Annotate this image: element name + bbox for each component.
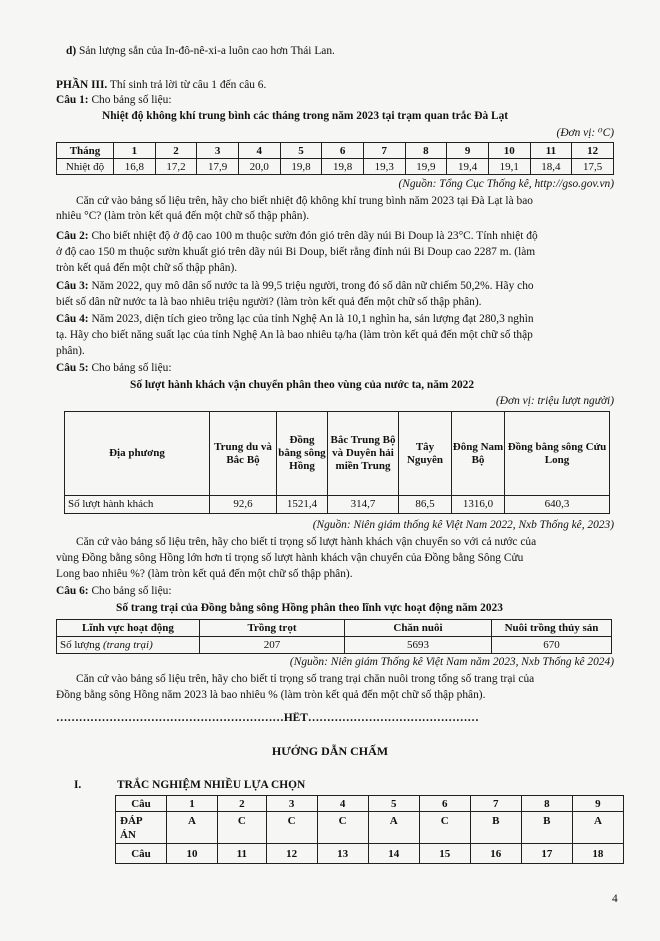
table-cell: 19,8 [280,159,322,175]
table-cell: 2 [155,143,197,159]
table-cell: 19,1 [488,159,530,175]
table-cell: 13 [317,844,368,864]
q5-unit: (Đơn vị: triệu lượt người) [496,395,614,407]
table-cell: 17 [521,844,572,864]
table-cell: 15 [419,844,470,864]
answer-cell: A [572,812,623,844]
q5-label: Câu 5: [56,362,89,374]
table-cell: 314,7 [328,496,399,514]
table-cell: 670 [492,637,612,654]
table-header-cell: Địa phương [65,412,210,496]
q3-label: Câu 3: [56,280,89,292]
answer-label-line: ĐÁP [120,814,143,827]
q5-intro [56,362,172,376]
table-cell: 19,8 [322,159,364,175]
page-number: 4 [612,893,618,905]
part3-text: Thí sinh trả lời từ câu 1 đến câu 6. [107,79,267,91]
table-cell [116,812,167,844]
q4-line: phân). [56,345,85,357]
table-row [57,143,614,159]
table-row [65,412,610,496]
table-cell: 12 [572,143,614,159]
table-cell: 14 [368,844,419,864]
table-row [116,812,624,844]
q5-para-line: Căn cứ vào bảng số liệu trên, hãy cho biết tỉ trọng số lượt hành khách vận chuyển so với cả nước của [76,536,537,548]
answer-d-line: d) Sản lượng sắn của In-đô-nê-xi-a luôn cao hơn Thái Lan. [66,45,335,57]
q6-intro [56,585,172,599]
table-cell: Nhiệt độ [57,159,114,175]
table-cell: 12 [266,844,317,864]
table-cell: 9 [572,796,623,812]
table-cell: 8 [405,143,447,159]
table-header-cell: Đồng bằng sông Hồng [277,412,328,496]
q4-text: Năm 2023, diện tích gieo trồng lạc của tỉnh Nghệ An là 10,1 nghìn ha, sản lượng đạt 280,3 nghìn [88,313,534,325]
table-cell: 5 [280,143,322,159]
q5-para-line: vùng Đồng bằng sông Hồng lớn hơn tỉ trọng số lượt hành khách vận chuyển của Đồng bằng Sông Cửu [56,552,524,564]
table-row [65,496,610,514]
q2-line: ở độ cao 150 m thuộc sườn khuất gió trên dãy núi Bi Doup, biết rằng đỉnh núi Bi Doup cao 2287 m. (làm [56,246,536,258]
q6-para-line: Đồng bằng sông Hồng năm 2023 là bao nhiêu % (làm tròn kết quả đến một chữ số thập phân). [56,689,486,701]
table-header-cell: Tây Nguyên [399,412,452,496]
table-row [116,844,624,864]
table-cell: 19,9 [405,159,447,175]
table-cell: 6 [419,796,470,812]
q3-line [56,280,534,294]
table-header-cell: Bắc Trung Bộ và Duyên hải miền Trung [328,412,399,496]
table-cell: Câu [116,796,167,812]
end-line: ……………………………………………………HẾT……………………………………… [56,712,479,724]
q1-intro-text: Cho bảng số liệu: [88,94,172,106]
part3-heading [56,79,266,93]
q4-label: Câu 4: [56,313,89,325]
table-header-cell: Nuôi trồng thủy sản [492,620,612,637]
q3-text: Năm 2022, quy mô dân số nước ta là 99,5 triệu người, trong đó số dân nữ chiếm 50,2%. Hãy cho [88,280,534,292]
q2-line: tròn kết quả đến một chữ số thập phân). [56,262,238,274]
table-cell: 17,9 [197,159,239,175]
table-cell: 86,5 [399,496,452,514]
table-cell: 3 [197,143,239,159]
q2-label: Câu 2: [56,230,89,242]
table-cell: 17,2 [155,159,197,175]
table-row [57,159,614,175]
q1-label: Câu 1: [56,94,89,106]
table-cell: 11 [530,143,572,159]
table-cell: 9 [447,143,489,159]
answer-cell: C [317,812,368,844]
table-cell: Số lượt hành khách [65,496,210,514]
table-header-cell: Trung du và Bắc Bộ [210,412,277,496]
q1-para-line: nhiêu °C? (làm tròn kết quả đến một chữ số thập phân). [56,210,310,222]
table-cell: 5693 [345,637,492,654]
table-cell: 4 [317,796,368,812]
answer-cell: C [266,812,317,844]
table-row [57,637,612,654]
table-row [57,620,612,637]
q6-farm-table [56,619,612,654]
table-cell: 92,6 [210,496,277,514]
q1-intro [56,94,172,108]
table-cell: 19,3 [363,159,405,175]
q5-para-line: Long bao nhiêu %? (làm tròn kết quả đến một chữ số thập phân). [56,568,353,580]
q5-source: (Nguồn: Niên giám thống kê Việt Nam 2022, Nxb Thống kê, 2023) [312,519,614,531]
answer-cell: A [368,812,419,844]
q5-table-title: Số lượt hành khách vận chuyển phân theo vùng của nước ta, năm 2022 [130,379,475,391]
table-cell: 3 [266,796,317,812]
table-header-cell: Đông Nam Bộ [452,412,505,496]
table-cell: 640,3 [505,496,610,514]
part3-label: PHẦN III. [56,79,108,91]
table-cell: 2 [218,796,267,812]
table-cell: 17,5 [572,159,614,175]
table-cell: 1 [167,796,218,812]
table-cell: 19,4 [447,159,489,175]
q1-source: (Nguồn: Tổng Cục Thống kê, http://gso.gov.vn) [398,178,614,190]
table-header-cell: Trồng trọt [200,620,345,637]
q6-para-line: Căn cứ vào bảng số liệu trên, hãy cho biết tỉ trọng số trang trại chăn nuôi trong tổng số trang trại của [76,673,535,685]
table-cell: Câu [116,844,167,864]
table-header-cell: Đồng bằng sông Cửu Long [505,412,610,496]
row-label-unit: (trang trại) [102,639,153,651]
table-cell: 10 [488,143,530,159]
table-cell: 16,8 [114,159,156,175]
table-cell: Tháng [57,143,114,159]
table-cell: 1521,4 [277,496,328,514]
q1-temperature-table [56,142,614,175]
section1-title: TRẮC NGHIỆM NHIỀU LỰA CHỌN [117,779,306,791]
q6-label: Câu 6: [56,585,89,597]
table-cell: 10 [167,844,218,864]
q5-intro-text: Cho bảng số liệu: [88,362,172,374]
table-cell: 20,0 [238,159,280,175]
table-cell [57,637,200,654]
q5-passenger-table [64,411,610,514]
table-cell: 18 [572,844,623,864]
answer-cell: B [470,812,521,844]
table-cell: 18,4 [530,159,572,175]
table-cell: 207 [200,637,345,654]
table-cell: 6 [322,143,364,159]
table-cell: 11 [218,844,267,864]
q6-table-title: Số trang trại của Đồng bằng sông Hồng phân theo lĩnh vực hoạt động năm 2023 [116,602,503,614]
answer-d-text: Sản lượng sắn của In-đô-nê-xi-a luôn cao hơn Thái Lan. [79,45,335,57]
q2-text: Cho biết nhiệt độ ở độ cao 100 m thuộc sườn đón gió trên dãy núi Bi Doup là 23°C. Tính nhiệt độ [88,230,538,242]
table-cell: 16 [470,844,521,864]
q6-source: (Nguồn: Niên giám Thống kê Việt Nam năm 2023, Nxb Thống kê 2024) [289,656,614,668]
answer-cell: A [167,812,218,844]
table-cell: 7 [363,143,405,159]
table-cell: 4 [238,143,280,159]
q4-line [56,313,534,327]
answer-key-table [115,795,624,864]
table-header-cell: Chăn nuôi [345,620,492,637]
table-cell: 7 [470,796,521,812]
section1-number: I. [74,779,82,791]
row-label: Số lượng [60,639,103,651]
q4-line: tạ. Hãy cho biết năng suất lạc của tỉnh Nghệ An là bao nhiêu tạ/ha (làm tròn kết quả đến một chữ số thập [56,329,533,341]
answer-title: HƯỚNG DẪN CHẤM [271,744,389,758]
table-cell: 5 [368,796,419,812]
q6-intro-text: Cho bảng số liệu: [88,585,172,597]
q2-line [56,230,538,244]
table-cell: 1316,0 [452,496,505,514]
q1-table-title: Nhiệt độ không khí trung bình các tháng trong năm 2023 tại trạm quan trắc Đà Lạt [102,110,509,122]
table-header-cell: Lĩnh vực hoạt động [57,620,200,637]
table-cell: 8 [521,796,572,812]
answer-cell: C [419,812,470,844]
table-row [116,796,624,812]
q1-unit: (Đơn vị: ⁰C) [556,127,614,139]
q3-line: biết số dân nữ nước ta là bao nhiêu triệu người? (làm tròn kết quả đến một chữ số thập phân). [56,296,482,308]
answer-label-line: ÁN [120,828,136,841]
q1-para-line: Căn cứ vào bảng số liệu trên, hãy cho biết nhiệt độ không khí trung bình năm 2023 tại Đà Lạt là bao [76,195,533,207]
table-cell: 1 [114,143,156,159]
answer-cell: C [218,812,267,844]
answer-cell: B [521,812,572,844]
